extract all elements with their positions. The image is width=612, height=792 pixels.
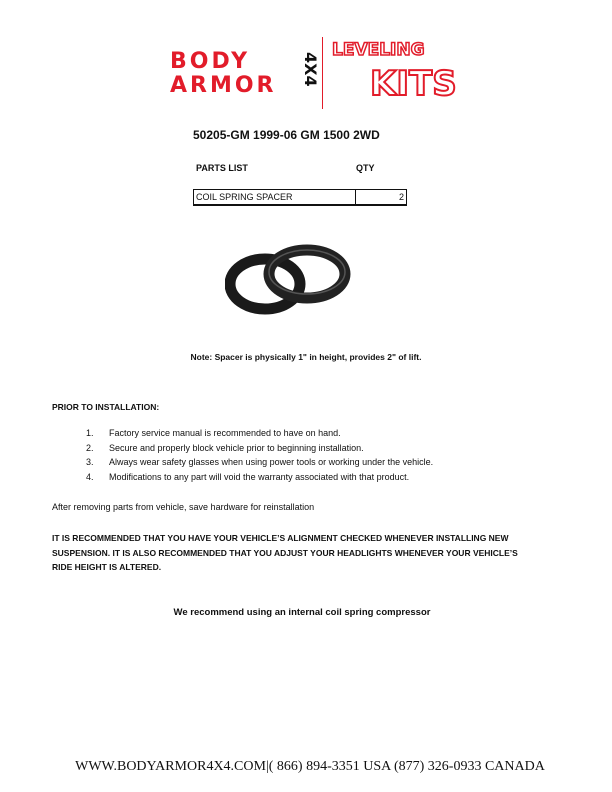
prior-heading: PRIOR TO INSTALLATION: xyxy=(52,402,160,412)
list-item xyxy=(86,441,433,456)
after-removing-text: After removing parts from vehicle, save hardware for reinstallation xyxy=(52,502,315,512)
list-item xyxy=(86,455,433,470)
alignment-warning: IT IS RECOMMENDED THAT YOU HAVE YOUR VEHICLE’S ALIGNMENT CHECKED WHENEVER INSTALLING NEW SUSPENSION. IT IS ALSO RECOMMENDED THAT YOU ADJUST YOUR HEADLIGHTS WHENEVER YOUR VEHICLE’S RIDE HEIGHT IS ALTERED. xyxy=(52,533,518,572)
step-text: Secure and properly block vehicle prior to beginning installation. xyxy=(109,442,364,453)
kits-logo: KITS xyxy=(370,64,457,104)
logo-line-2: ARMOR xyxy=(170,73,277,98)
leveling-logo: LEVELING xyxy=(332,40,425,60)
logo-4x4: 4X4 xyxy=(301,52,320,87)
step-num: 3. xyxy=(86,457,94,467)
coil-spacer-image xyxy=(225,232,355,322)
compressor-recommendation: We recommend using an internal coil spring compressor xyxy=(173,607,431,618)
prior-steps-list xyxy=(86,426,433,484)
step-num: 2. xyxy=(86,442,94,453)
table-row xyxy=(193,189,407,206)
page-title: 50205-GM 1999-06 GM 1500 2WD xyxy=(193,128,380,142)
logo-divider xyxy=(322,37,323,109)
list-item xyxy=(86,470,433,485)
footer-contact: WWW.BODYARMOR4X4.COM|( 866) 894-3351 USA (877) 326-0933 CANADA xyxy=(75,759,545,774)
step-num: 4. xyxy=(86,471,94,482)
step-text: Modifications to any part will void the warranty associated with that product. xyxy=(109,471,410,482)
list-item xyxy=(86,426,433,441)
step-text: Always wear safety glasses when using power tools or working under the vehicle. xyxy=(109,457,434,467)
parts-header-qty: QTY xyxy=(356,163,375,173)
part-qty: 2 xyxy=(398,192,404,202)
spacer-note: Note: Spacer is physically 1" in height, provides 2" of lift. xyxy=(190,352,422,362)
step-num: 1. xyxy=(86,428,94,438)
parts-header-name: PARTS LIST xyxy=(196,163,248,173)
part-name: COIL SPRING SPACER xyxy=(194,190,356,204)
logo-line-1: BODY xyxy=(170,49,251,74)
body-armor-logo xyxy=(170,50,277,98)
step-text: Factory service manual is recommended to have on hand. xyxy=(109,428,341,438)
